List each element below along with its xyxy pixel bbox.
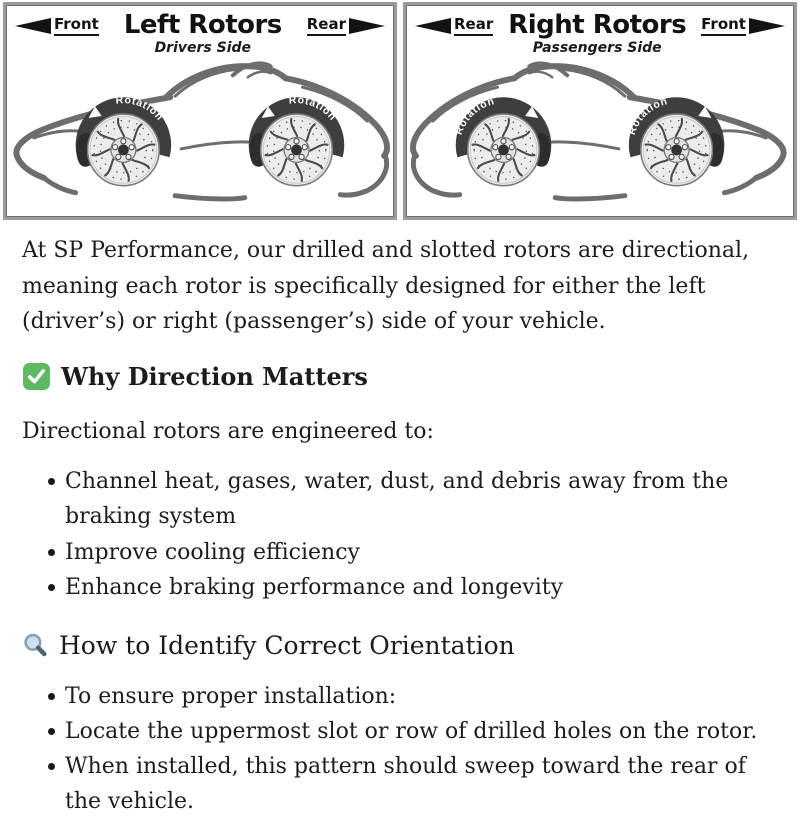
arrow-right-icon: [749, 18, 785, 34]
direction-label-rear: Rear: [307, 16, 346, 36]
list-item: When installed, this pattern should sweep toward the rear of the vehicle.: [65, 749, 770, 819]
front-direction-indicator: [15, 16, 99, 36]
front-direction-indicator: [701, 16, 785, 36]
panel-header: [6, 5, 394, 56]
list-item: Enhance braking performance and longevity: [65, 570, 770, 606]
intro-paragraph: At SP Performance, our drilled and slotted rotors are directional, meaning each rotor is specifically designed for either the left (driver’s) or right (passenger’s) side of your vehicle.: [22, 238, 750, 334]
car-illustration-passenger-side: [406, 52, 794, 212]
section-title-why-direction-matters: [22, 362, 770, 392]
direction-label-front: Front: [54, 16, 99, 36]
section-title-text: How to Identify Correct Orientation: [59, 630, 515, 660]
direction-label-front: Front: [701, 16, 746, 36]
left-rotors-panel: [3, 2, 397, 220]
check-mark-icon: [22, 362, 51, 391]
rotation-label: Rotation: [115, 95, 166, 124]
panel-titles: [508, 12, 686, 56]
right-rotors-panel: [403, 2, 797, 220]
arrow-left-icon: [415, 18, 451, 34]
list-item: Improve cooling efficiency: [65, 535, 770, 571]
benefits-list: [22, 464, 770, 606]
section-title-how-to-identify: [22, 630, 770, 661]
magnifying-glass-icon: [22, 632, 49, 659]
car-illustration-driver-side: [6, 52, 394, 212]
rear-direction-indicator: [307, 16, 385, 36]
rotor-direction-diagram: [0, 0, 800, 220]
rotation-label: Rotation: [288, 95, 339, 124]
panel-title: Right Rotors: [508, 10, 687, 40]
rotation-label: Rotation: [626, 96, 670, 137]
panel-subtitle: Drivers Side: [154, 40, 252, 57]
panel-subtitle: Passengers Side: [532, 40, 662, 57]
arrow-right-icon: [349, 18, 385, 34]
rear-direction-indicator: [415, 16, 493, 36]
section-title-text: Why Direction Matters: [61, 361, 368, 391]
rotation-label: Rotation: [453, 96, 497, 137]
arrow-left-icon: [15, 18, 51, 34]
list-item: Locate the uppermost slot or row of drilled holes on the rotor.: [65, 714, 770, 749]
panel-header: [406, 5, 794, 56]
direction-label-rear: Rear: [454, 16, 493, 36]
section-lead: Directional rotors are engineered to:: [22, 418, 434, 444]
list-item: Channel heat, gases, water, dust, and debris away from the braking system: [65, 464, 770, 535]
article-body: [0, 233, 800, 819]
list-item: To ensure proper installation:: [65, 679, 770, 714]
panel-titles: [124, 12, 282, 56]
panel-title: Left Rotors: [123, 10, 282, 40]
orientation-list: [22, 679, 770, 819]
